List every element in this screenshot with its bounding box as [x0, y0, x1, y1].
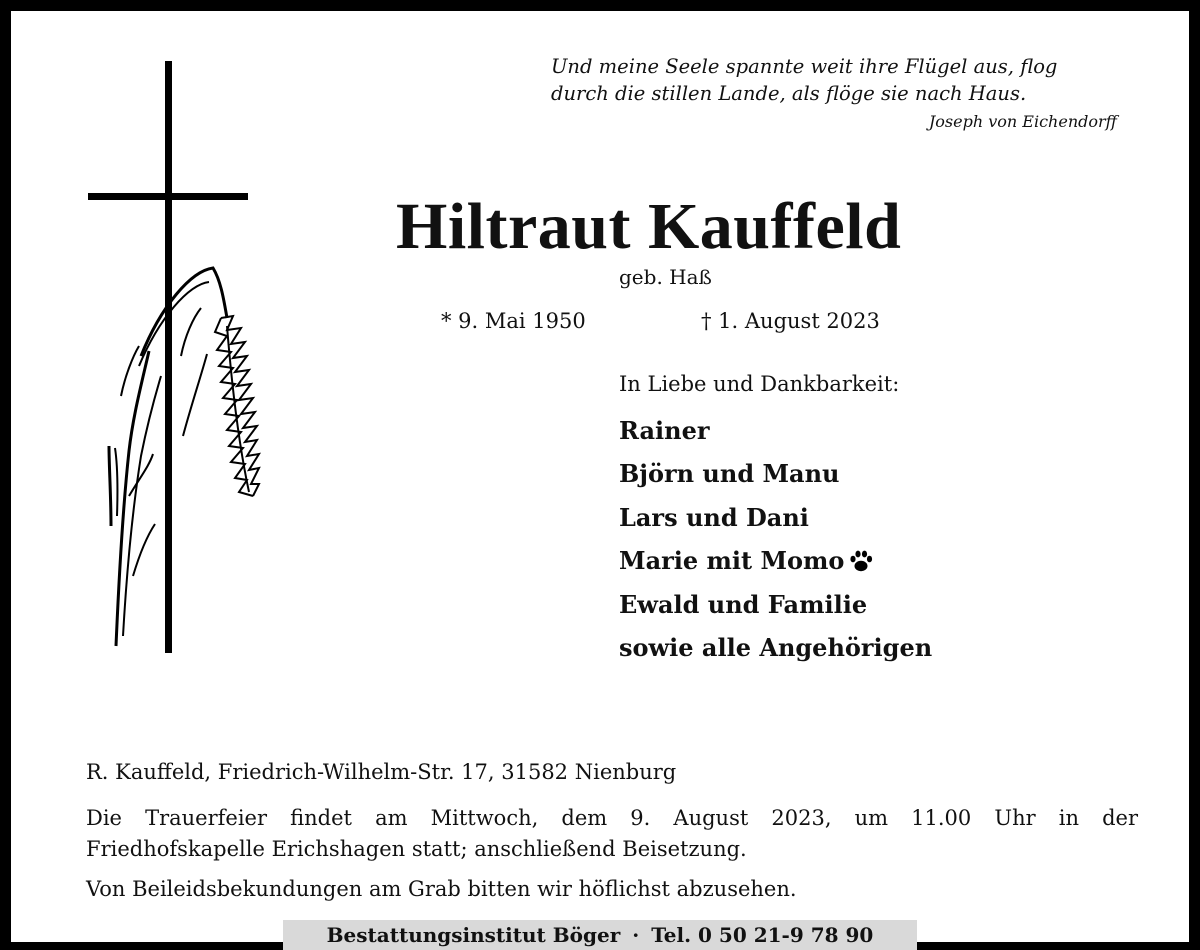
mourner-name	[619, 453, 932, 497]
funeral-home-name: Bestattungsinstitut Böger	[326, 923, 621, 947]
epigraph-quote	[551, 53, 1141, 107]
mourner-name-text: Rainer	[619, 415, 710, 445]
service-line: Die Trauerfeier findet am Mittwoch, dem 9. August 2023, um 11.00 Uhr in der	[86, 806, 1138, 830]
family-address: R. Kauffeld, Friedrich-Wilhelm-Str. 17, 31582 Nienburg	[86, 760, 677, 784]
footer-separator: ·	[632, 923, 640, 947]
mourner-name	[619, 496, 932, 540]
funeral-service-notice	[86, 803, 1138, 865]
mourners-intro: In Liebe und Dankbarkeit:	[619, 372, 900, 396]
quote-line: Und meine Seele spannte weit ihre Flügel aus, flog	[551, 55, 1058, 78]
mourner-name	[619, 409, 932, 453]
birth-date: * 9. Mai 1950	[441, 309, 586, 333]
mourner-name-text: Björn und Manu	[619, 459, 840, 489]
funeral-home-footer	[283, 920, 917, 950]
mourner-name-text: Marie mit Momo	[619, 546, 845, 576]
condolence-note: Von Beileidsbekundungen am Grab bitten wir höflichst abzusehen.	[86, 877, 797, 901]
mourner-name-text: Ewald und Familie	[619, 589, 868, 619]
service-line: Friedhofskapelle Erichshagen statt; anschließend Beisetzung.	[86, 837, 747, 861]
maiden-name: geb. Haß	[619, 265, 712, 289]
cross-with-wheat-icon	[81, 56, 271, 666]
mourner-name	[619, 583, 932, 627]
quote-line: durch die stillen Lande, als flöge sie nach Haus.	[551, 82, 1027, 105]
mourner-name-text: sowie alle Angehörigen	[619, 633, 933, 663]
paw-print-icon	[848, 548, 874, 574]
death-date: † 1. August 2023	[701, 309, 880, 333]
mourner-name	[619, 627, 932, 671]
quote-author: Joseph von Eichendorff	[928, 112, 1117, 131]
funeral-home-phone: Tel. 0 50 21-9 78 90	[651, 923, 874, 947]
mourners-list	[619, 409, 932, 670]
deceased-name: Hiltraut Kauffeld	[396, 190, 902, 263]
mourner-name	[619, 540, 932, 584]
mourner-name-text: Lars und Dani	[619, 502, 809, 532]
